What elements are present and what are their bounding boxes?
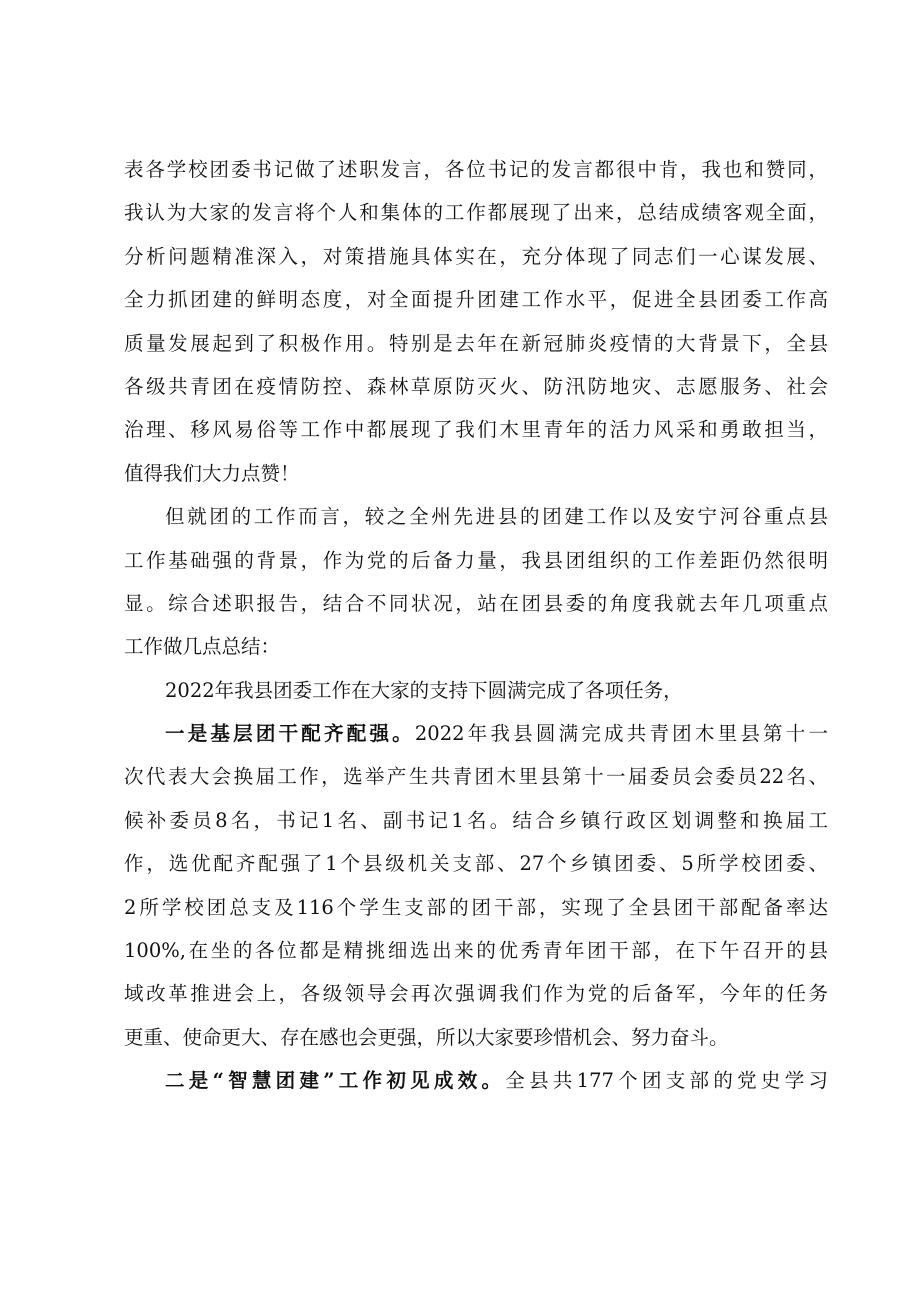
text-line: 候补委员8名，书记1名、副书记1名。结合乡镇行政区划调整和换届工 [124, 808, 828, 832]
text-run: 全县共177个团支部的党史学习 [505, 1069, 828, 1093]
text-line: 质量发展起到了积极作用。特别是去年在新冠肺炎疫情的大背景下，全县 [124, 331, 828, 355]
text-line [124, 712, 828, 755]
text-line: 分析问题精准深入，对策措施具体实在，充分体现了同志们一心谋发展、 [124, 244, 828, 268]
text-line: 治理、移风易俗等工作中都展现了我们木里青年的活力风采和勇敢担当， [124, 418, 828, 442]
text-line: 表各学校团委书记做了述职发言，各位书记的发言都很中肯，我也和赞同， [124, 158, 828, 181]
text-line: 2所学校团总支及116个学生支部的团干部，实现了全县团干部配备率达 [124, 895, 828, 919]
text-line: 更重、使命更大、存在感也会更强，所以大家要珍惜机会、努力奋斗。 [124, 1025, 729, 1049]
text-line: 工作基础强的背景，作为党的后备力量，我县团组织的工作差距仍然很明 [124, 548, 828, 572]
text-line: 全力抓团建的鲜明态度，对全面提升团建工作水平，促进全县团委工作高 [124, 288, 828, 312]
paragraph [124, 669, 828, 712]
text-run: 2022年我县圆满完成共青团木里县第十一 [414, 722, 828, 746]
text-line: 工作做几点总结： [124, 635, 281, 659]
text-line [124, 1059, 828, 1102]
paragraph [124, 712, 828, 1059]
text-line: 作，选优配齐配强了1个县级机关支部、27个乡镇团委、5所学校团委、 [124, 852, 828, 876]
text-line: 但就团的工作而言，较之全州先进县的团建工作以及安宁河谷重点县 [165, 505, 828, 529]
paragraph-heading: 一是基层团干配齐配强。 [165, 722, 415, 746]
text-line: 显。综合述职报告，结合不同状况，站在团县委的角度我就去年几项重点 [124, 591, 828, 615]
document-body [124, 148, 828, 1103]
text-line: 域改革推进会上，各级领导会再次强调我们作为党的后备军，今年的任务 [124, 982, 828, 1006]
paragraph-heading: 二是“智慧团建”工作初见成效。 [165, 1069, 506, 1093]
text-line: 100%,在坐的各位都是精挑细选出来的优秀青年团干部，在下午召开的县 [124, 939, 828, 963]
text-line: 次代表大会换届工作，选举产生共青团木里县第十一届委员会委员22名、 [124, 765, 828, 789]
paragraph [124, 148, 828, 495]
text-line: 各级共青团在疫情防控、森林草原防灭火、防汛防地灾、志愿服务、社会 [124, 374, 828, 398]
paragraph [124, 495, 828, 669]
text-line: 值得我们大力点赞！ [124, 461, 300, 485]
text-line: 我认为大家的发言将个人和集体的工作都展现了出来，总结成绩客观全面， [124, 201, 828, 225]
text-line: 2022年我县团委工作在大家的支持下圆满完成了各项任务， [165, 678, 683, 702]
paragraph [124, 1059, 828, 1102]
